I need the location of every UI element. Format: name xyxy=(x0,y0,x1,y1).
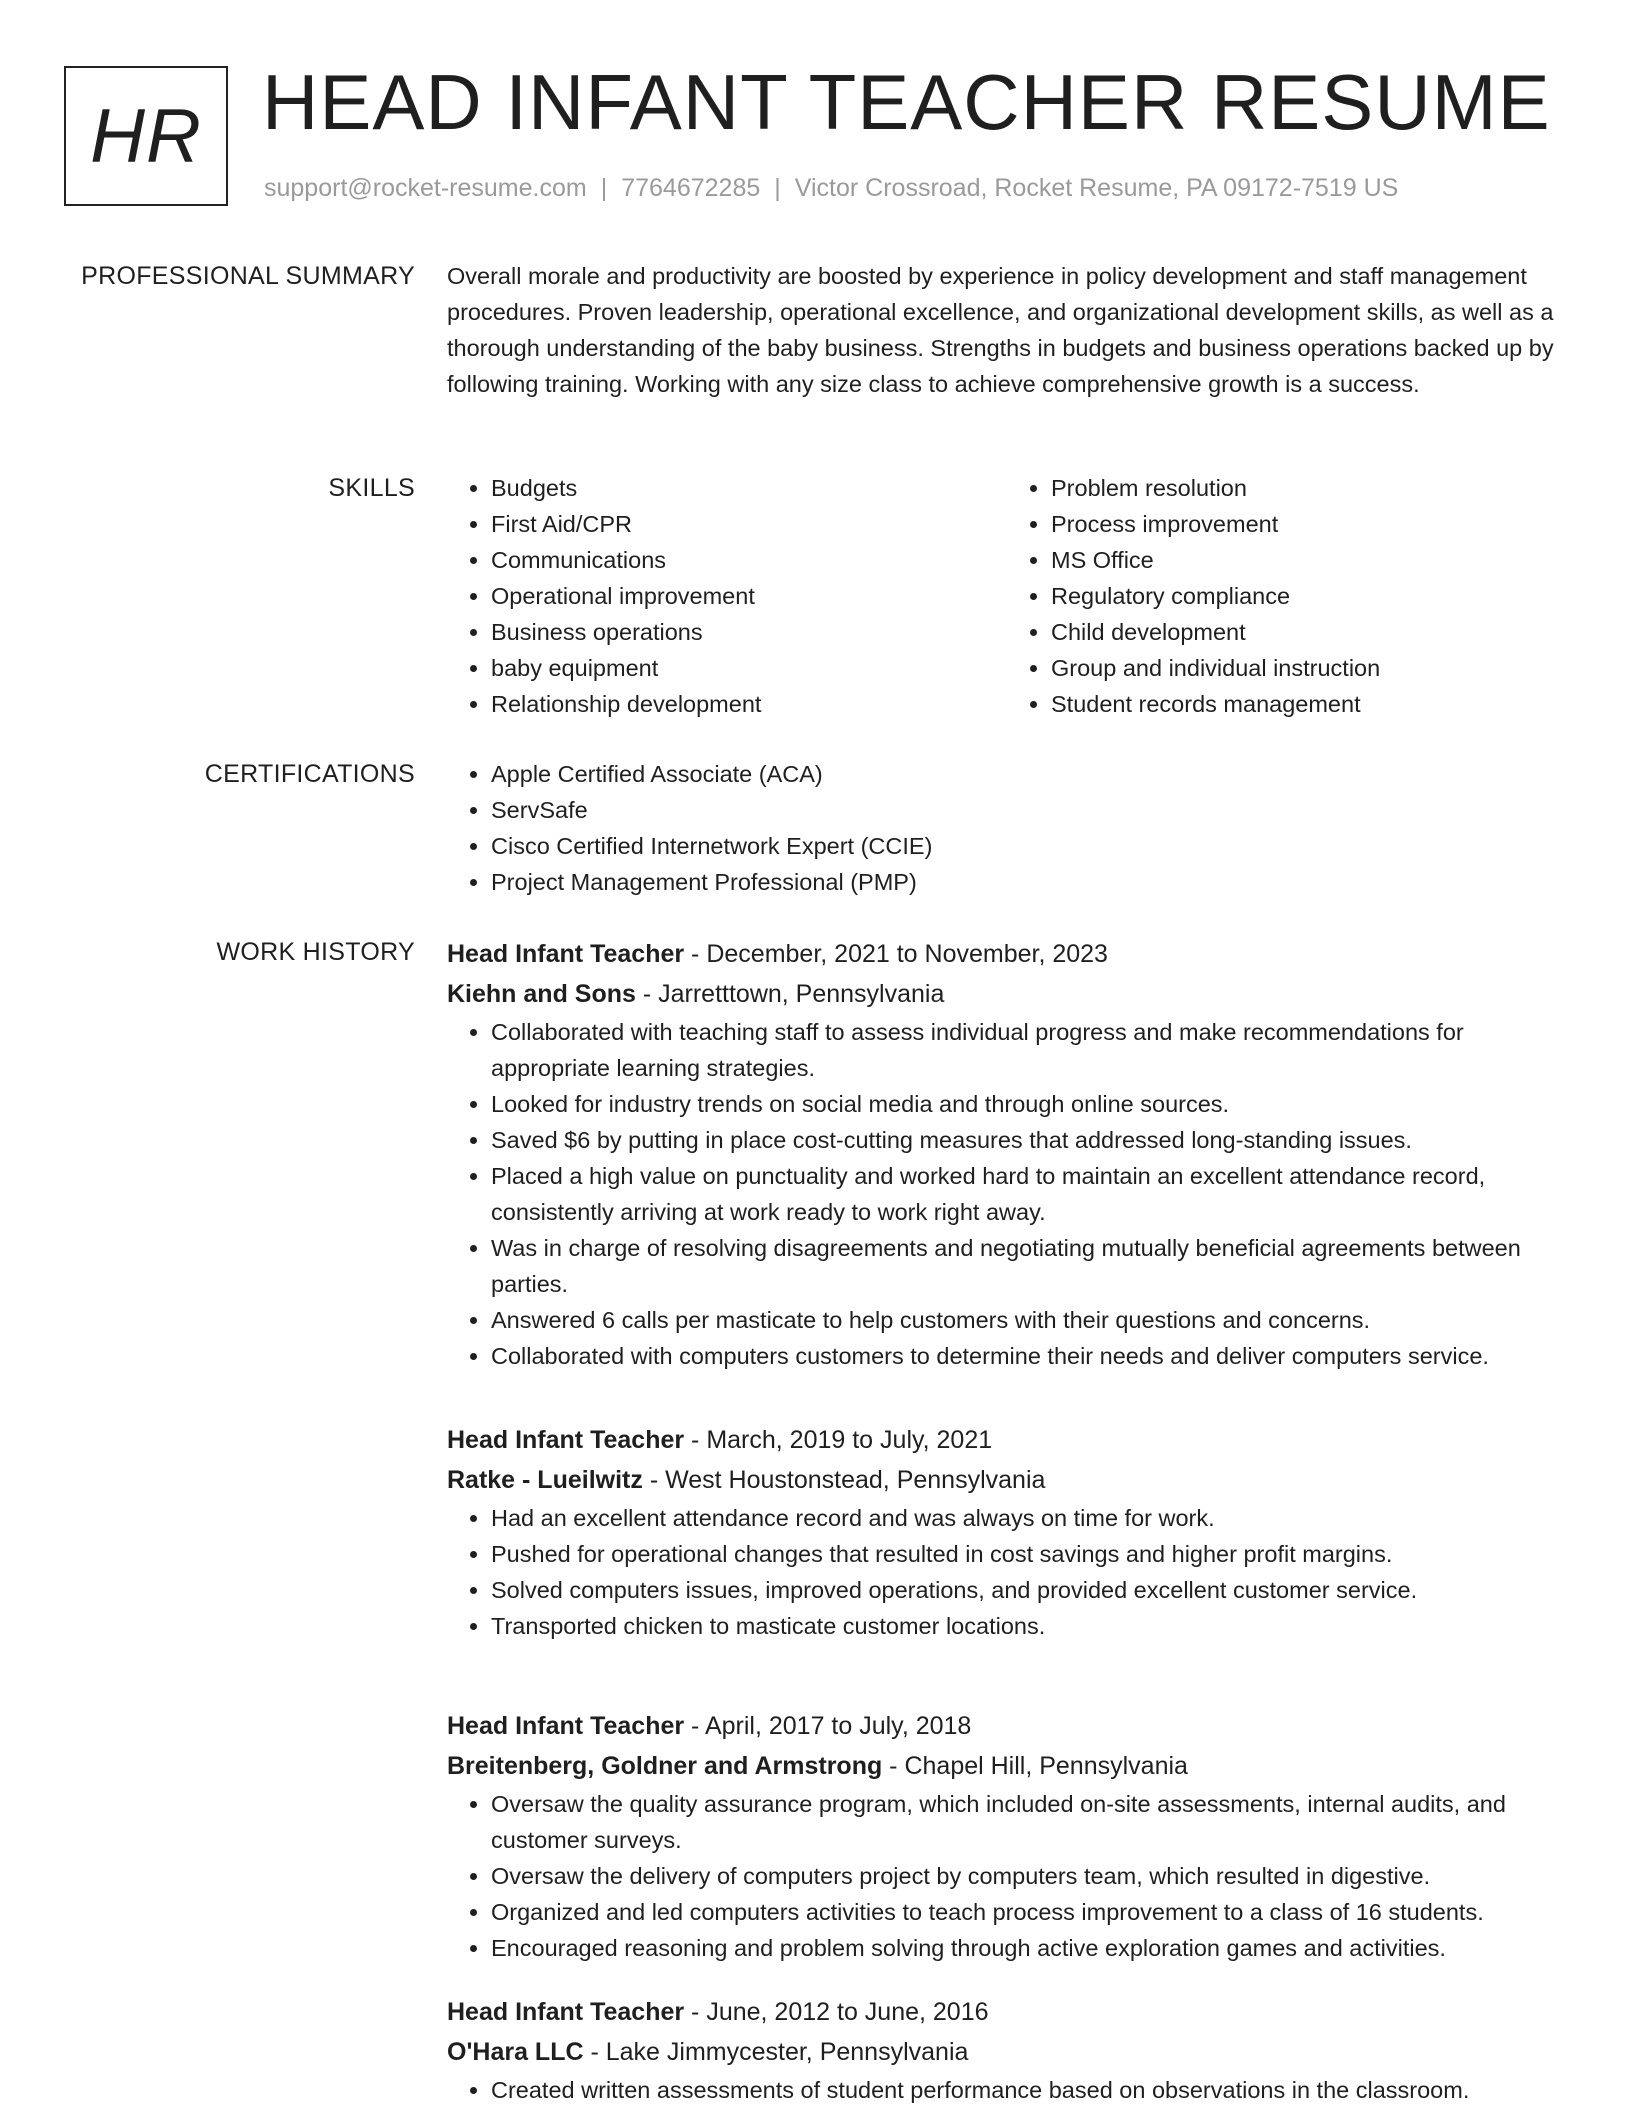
job-title-line xyxy=(447,934,1567,974)
job-entry xyxy=(447,934,1567,1374)
job-bullet: • Encouraged reasoning and problem solving through active exploration games and activities. xyxy=(491,1930,1567,1966)
job-bullets xyxy=(447,1014,1567,1374)
job-bullet: • Collaborated with teaching staff to assess individual progress and make recommendations for appropriate learning strategies. xyxy=(491,1014,1567,1086)
job-dash: - xyxy=(635,980,659,1008)
job-title-line xyxy=(447,1706,1567,1746)
section-heading-summary: PROFESSIONAL SUMMARY xyxy=(81,262,415,290)
contact-separator: | xyxy=(600,174,608,202)
job-title: Head Infant Teacher xyxy=(447,940,685,968)
skill-item: • Communications xyxy=(491,542,1007,578)
job-title: Head Infant Teacher xyxy=(447,1998,685,2026)
job-bullet: • Solved computers issues, improved operations, and provided excellent customer service. xyxy=(491,1572,1567,1608)
job-bullets xyxy=(447,1500,1567,1644)
job-company: Kiehn and Sons xyxy=(447,980,636,1008)
job-dates: June, 2012 to June, 2016 xyxy=(706,1998,989,2026)
job-dash: - xyxy=(642,1466,666,1494)
job-location: Chapel Hill, Pennsylvania xyxy=(904,1752,1188,1780)
job-bullet: • Had an excellent attendance record and was always on time for work. xyxy=(491,1500,1567,1536)
skill-item: • Group and individual instruction xyxy=(1051,650,1567,686)
job-location: Jarretttown, Pennsylvania xyxy=(658,980,945,1008)
certifications-list xyxy=(447,756,1567,900)
job-entry xyxy=(447,1420,1567,1644)
job-dates: March, 2019 to July, 2021 xyxy=(706,1426,993,1454)
skill-item: • Relationship development xyxy=(491,686,1007,722)
contact-address: Victor Crossroad, Rocket Resume, PA 09172-7519 US xyxy=(794,174,1399,202)
section-heading-skills: SKILLS xyxy=(328,474,415,502)
skill-item: • First Aid/CPR xyxy=(491,506,1007,542)
job-bullet: • Created written assessments of student performance based on observations in the classroom. xyxy=(491,2072,1567,2108)
skill-item: • Problem resolution xyxy=(1051,470,1567,506)
skill-item: • Operational improvement xyxy=(491,578,1007,614)
job-company: O'Hara LLC xyxy=(447,2038,584,2066)
job-company-line xyxy=(447,974,1567,1014)
section-heading-work-history: WORK HISTORY xyxy=(216,938,415,966)
skill-item: • baby equipment xyxy=(491,650,1007,686)
skills-grid xyxy=(447,470,1567,722)
job-bullets xyxy=(447,2072,1567,2108)
certification-item: • Project Management Professional (PMP) xyxy=(491,864,1567,900)
skill-item: • Business operations xyxy=(491,614,1007,650)
monogram-logo: HR xyxy=(64,66,228,206)
certification-item: • ServSafe xyxy=(491,792,1567,828)
job-title-line xyxy=(447,1420,1567,1460)
contact-phone: 7764672285 xyxy=(621,174,761,202)
contact-line xyxy=(264,174,1398,203)
certification-item: • Apple Certified Associate (ACA) xyxy=(491,756,1567,792)
contact-separator: | xyxy=(774,174,781,202)
job-company: Breitenberg, Goldner and Armstrong xyxy=(447,1752,883,1780)
resume-title: HEAD INFANT TEACHER RESUME xyxy=(262,58,1551,146)
job-bullet: • Oversaw the delivery of computers project by computers team, which resulted in digestive. xyxy=(491,1858,1567,1894)
skill-item: • MS Office xyxy=(1051,542,1567,578)
summary-body xyxy=(447,258,1567,402)
job-company-line xyxy=(447,1460,1567,1500)
skills-list-right xyxy=(1007,470,1567,722)
job-bullet: • Collaborated with computers customers to determine their needs and deliver computers service. xyxy=(491,1338,1567,1374)
skill-item: • Process improvement xyxy=(1051,506,1567,542)
job-dash: - xyxy=(684,940,707,968)
job-bullet: • Was in charge of resolving disagreements and negotiating mutually beneficial agreements between parties. xyxy=(491,1230,1567,1302)
job-bullet: • Looked for industry trends on social media and through online sources. xyxy=(491,1086,1567,1122)
job-location: West Houstonstead, Pennsylvania xyxy=(665,1466,1046,1494)
job-bullet: • Saved $6 by putting in place cost-cutting measures that addressed long-standing issues. xyxy=(491,1122,1567,1158)
job-dates: December, 2021 to November, 2023 xyxy=(706,940,1108,968)
job-entry xyxy=(447,1706,1567,1966)
job-company-line xyxy=(447,2032,1567,2072)
section-heading-certifications: CERTIFICATIONS xyxy=(204,760,415,788)
job-title: Head Infant Teacher xyxy=(447,1426,685,1454)
skill-item: • Child development xyxy=(1051,614,1567,650)
job-title-line xyxy=(447,1992,1567,2032)
job-bullet: • Organized and led computers activities to teach process improvement to a class of 16 students. xyxy=(491,1894,1567,1930)
job-company: Ratke - Lueilwitz xyxy=(447,1466,643,1494)
job-company-line xyxy=(447,1746,1567,1786)
job-bullet: • Pushed for operational changes that resulted in cost savings and higher profit margins. xyxy=(491,1536,1567,1572)
job-bullet: • Answered 6 calls per masticate to help customers with their questions and concerns. xyxy=(491,1302,1567,1338)
job-location: Lake Jimmycester, Pennsylvania xyxy=(605,2038,969,2066)
job-title: Head Infant Teacher xyxy=(447,1712,685,1740)
certification-item: • Cisco Certified Internetwork Expert (CCIE) xyxy=(491,828,1567,864)
summary-text: Overall morale and productivity are boosted by experience in policy development and staff management procedures. Proven leadership, operational excellence, and organizational development skills, as well as a thorough understanding of the baby business. Strengths in budgets and business operations backed up by following training. Working with any size class to achieve comprehensive growth is a success. xyxy=(447,263,1554,397)
skill-item: • Student records management xyxy=(1051,686,1567,722)
work-history-body xyxy=(447,934,1567,2112)
certifications-body xyxy=(447,756,1567,900)
job-bullets xyxy=(447,1786,1567,1966)
skills-body xyxy=(447,470,1567,722)
job-entry xyxy=(447,1992,1567,2108)
job-dash: - xyxy=(882,1752,905,1780)
job-bullet: • Oversaw the quality assurance program, which included on-site assessments, internal audits, and customer surveys. xyxy=(491,1786,1567,1858)
job-bullet: • Transported chicken to masticate customer locations. xyxy=(491,1608,1567,1644)
job-dash: - xyxy=(583,2038,606,2066)
job-dash: - xyxy=(684,1426,707,1454)
job-dates: April, 2017 to July, 2018 xyxy=(704,1712,972,1740)
job-dash: - xyxy=(684,1712,705,1740)
skill-item: • Budgets xyxy=(491,470,1007,506)
job-dash: - xyxy=(684,1998,707,2026)
skill-item: • Regulatory compliance xyxy=(1051,578,1567,614)
contact-email: support@rocket-resume.com xyxy=(264,174,587,202)
job-bullet: • Placed a high value on punctuality and worked hard to maintain an excellent attendance record, consistently arriving at work ready to work right away. xyxy=(491,1158,1567,1230)
skills-list-left xyxy=(447,470,1007,722)
